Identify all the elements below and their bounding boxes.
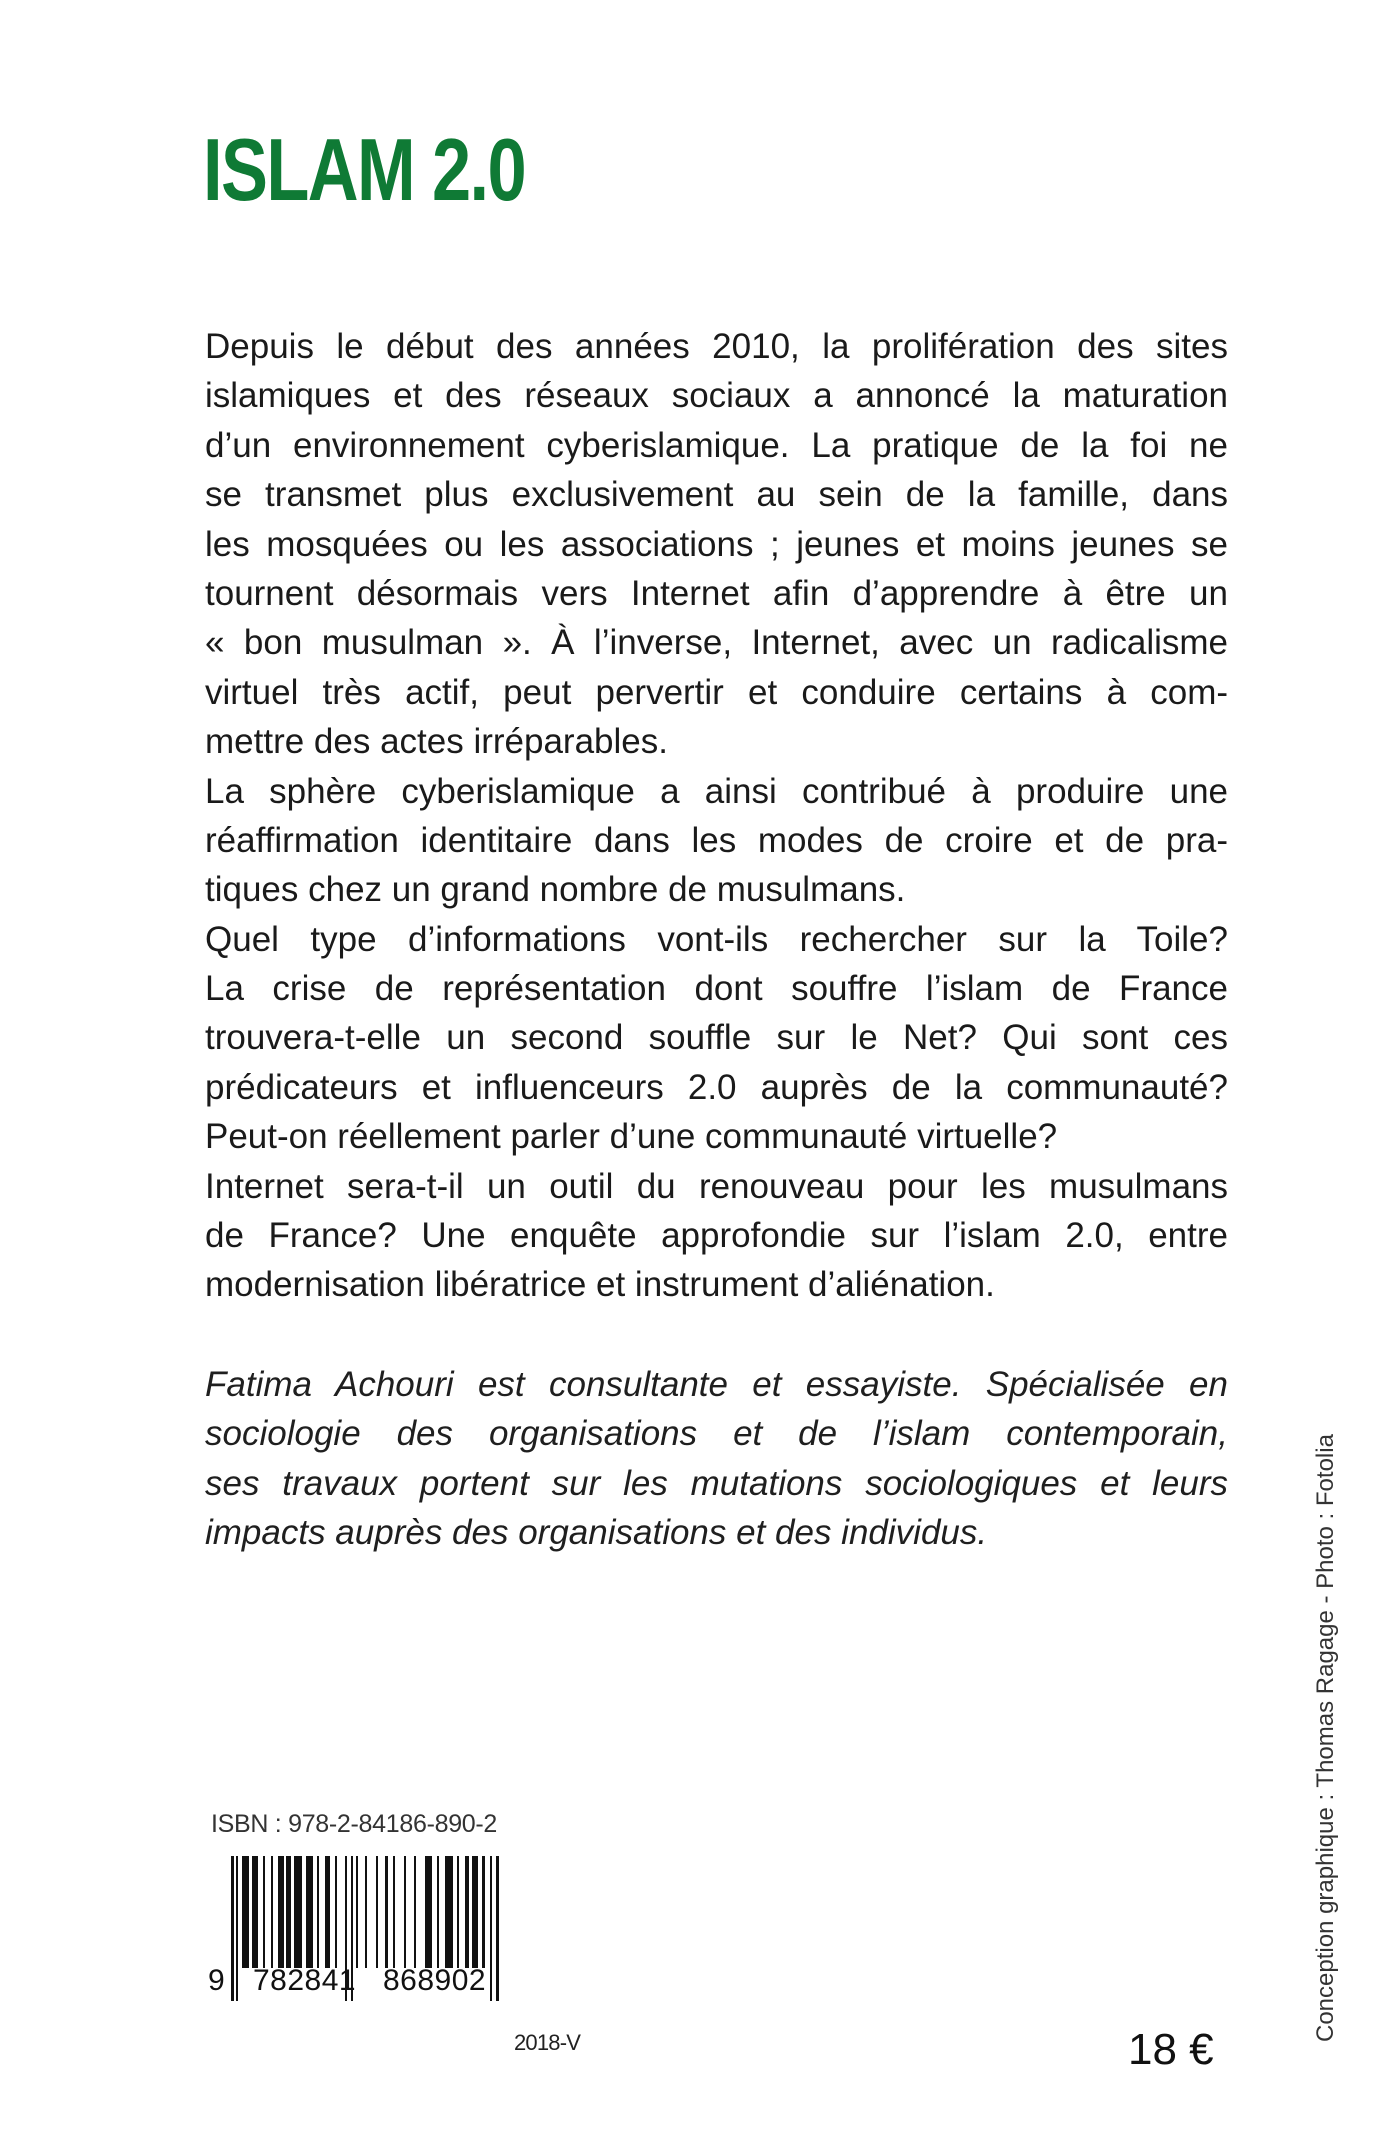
summary-line: Peut-on réellement parler d’une communauté virtuelle?	[205, 1117, 1058, 1157]
summary-line: Internet sera-t-il un outil du renouveau pour les musulmans	[205, 1166, 1228, 1206]
bio-line: Fatima Achouri est consultante et essayiste. Spécialisée en	[205, 1365, 1228, 1404]
summary-line: prédicateurs et influenceurs 2.0 auprès de la communauté?	[205, 1067, 1228, 1107]
barcode-digits-left: 782841	[253, 1964, 357, 1997]
summary-line: mettre des actes irréparables.	[205, 722, 668, 762]
price: 18 €	[1128, 2025, 1214, 2074]
book-title: ISLAM 2.0	[203, 120, 526, 219]
bio-line: impacts auprès des organisations et des individus.	[205, 1513, 988, 1553]
bio-line: sociologie des organisations et de l’islam contemporain,	[205, 1414, 1228, 1454]
isbn-label: ISBN : 978-2-84186-890-2	[211, 1810, 498, 1838]
summary-line: Depuis le début des années 2010, la prolifération des sites	[205, 327, 1228, 366]
summary-line: réaffirmation identitaire dans les modes de croire et de pra-	[205, 820, 1228, 860]
barcode-digits-right: 868902	[383, 1964, 487, 1997]
summary-line: islamiques et des réseaux sociaux a annoncé la maturation	[205, 376, 1228, 416]
summary-line: trouvera-t-elle un second souffle sur le Net? Qui sont ces	[205, 1018, 1228, 1058]
summary-line: modernisation libératrice et instrument d’aliénation.	[205, 1265, 995, 1305]
summary-line: tournent désormais vers Internet afin d’apprendre à être un	[205, 573, 1228, 613]
book-summary	[205, 322, 1228, 1310]
summary-line: La crise de représentation dont souffre l’islam de France	[205, 969, 1228, 1009]
bio-line: ses travaux portent sur les mutations sociologiques et leurs	[205, 1463, 1228, 1503]
summary-line: « bon musulman ». À l’inverse, Internet, avec un radicalisme	[205, 623, 1228, 663]
summary-line: de France? Une enquête approfondie sur l’islam 2.0, entre	[205, 1216, 1228, 1256]
summary-line: Quel type d’informations vont-ils rechercher sur la Toile?	[205, 919, 1228, 959]
summary-line: se transmet plus exclusivement au sein de la famille, dans	[205, 475, 1228, 515]
summary-line: tiques chez un grand nombre de musulmans.	[205, 870, 906, 910]
summary-line: les mosquées ou les associations ; jeunes et moins jeunes se	[205, 524, 1228, 564]
summary-line: d’un environnement cyberislamique. La pratique de la foi ne	[205, 425, 1228, 465]
summary-line: La sphère cyberislamique a ainsi contribué à produire une	[205, 771, 1228, 811]
author-bio	[205, 1360, 1228, 1558]
design-photo-credit: Conception graphique : Thomas Ragage - Photo : Fotolia	[1312, 1434, 1339, 2042]
summary-line: virtuel très actif, peut pervertir et conduire certains à com-	[205, 672, 1228, 712]
edition-code: 2018-V	[514, 2030, 581, 2055]
barcode-digit-first: 9	[208, 1964, 226, 1997]
